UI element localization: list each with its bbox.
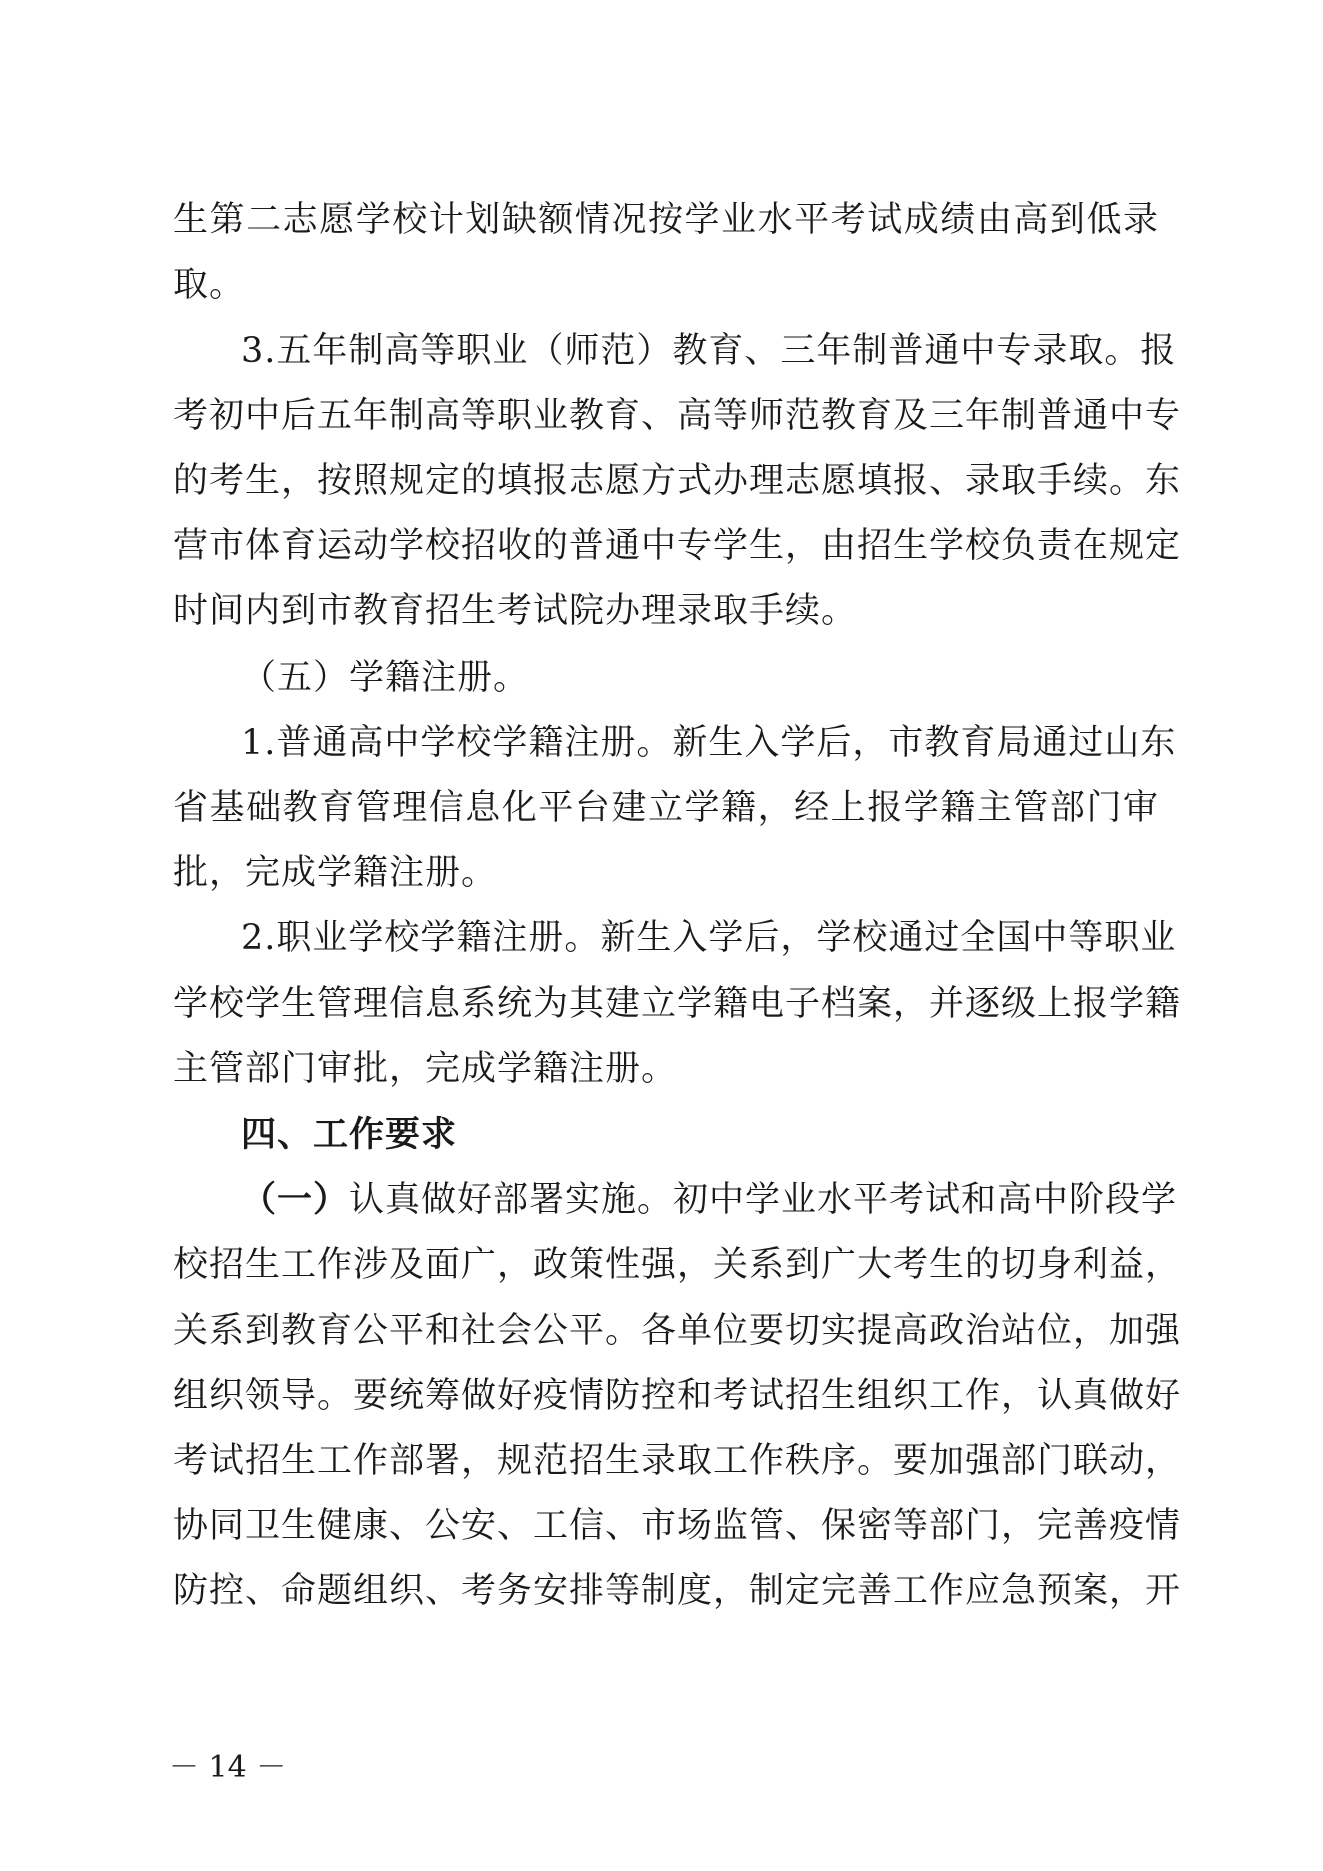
body-line-11: 批，完成学籍注册。: [173, 853, 498, 893]
body-line-14: 主管部门审批，完成学籍注册。: [173, 1049, 678, 1089]
body-line-1: 生第二志愿学校计划缺额情况按学业水平考试成绩由高到低录: [173, 200, 1159, 240]
body-line-7: 时间内到市教育招生考试院办理录取手续。: [173, 591, 858, 631]
section-subheading-5: （五）学籍注册。: [241, 658, 530, 698]
body-line-4: 考初中后五年制高等职业教育、高等师范教育及三年制普通中专: [173, 396, 1182, 436]
body-line-3: 3.五年制高等职业（师范）教育、三年制普通中专录取。报: [241, 331, 1177, 371]
body-line-9: 1.普通高中学校学籍注册。新生入学后，市教育局通过山东: [241, 723, 1177, 763]
body-line-21: 协同卫生健康、公安、工信、市场监管、保密等部门，完善疫情: [173, 1506, 1182, 1546]
body-line-20: 考试招生工作部署，规范招生录取工作秩序。要加强部门联动，: [173, 1441, 1182, 1481]
body-line-13: 学校学生管理信息系统为其建立学籍电子档案，并逐级上报学籍: [173, 984, 1182, 1024]
body-line-6: 营市体育运动学校招收的普通中专学生，由招生学校负责在规定: [173, 526, 1182, 566]
body-line-18: 关系到教育公平和社会公平。各单位要切实提高政治站位，加强: [173, 1311, 1182, 1351]
body-line-2: 取。: [173, 265, 246, 305]
subheading-1-label: （一）: [241, 1179, 350, 1220]
body-line-16: [241, 1176, 1178, 1224]
subheading-1-text: 认真做好部署实施。初中学业水平考试和高中阶段学: [349, 1180, 1178, 1220]
section-heading-4: 四、工作要求: [241, 1115, 458, 1155]
body-line-12: 2.职业学校学籍注册。新生入学后，学校通过全国中等职业: [241, 918, 1177, 958]
body-line-19: 组织领导。要统筹做好疫情防控和考试招生组织工作，认真做好: [173, 1376, 1182, 1416]
page-number: － 14 －: [169, 1750, 287, 1785]
body-line-22: 防控、命题组织、考务安排等制度，制定完善工作应急预案，开: [173, 1571, 1182, 1611]
body-line-10: 省基础教育管理信息化平台建立学籍，经上报学籍主管部门审: [173, 788, 1159, 828]
body-line-17: 校招生工作涉及面广，政策性强，关系到广大考生的切身利益，: [173, 1245, 1182, 1285]
body-line-5: 的考生，按照规定的填报志愿方式办理志愿填报、录取手续。东: [173, 461, 1182, 501]
